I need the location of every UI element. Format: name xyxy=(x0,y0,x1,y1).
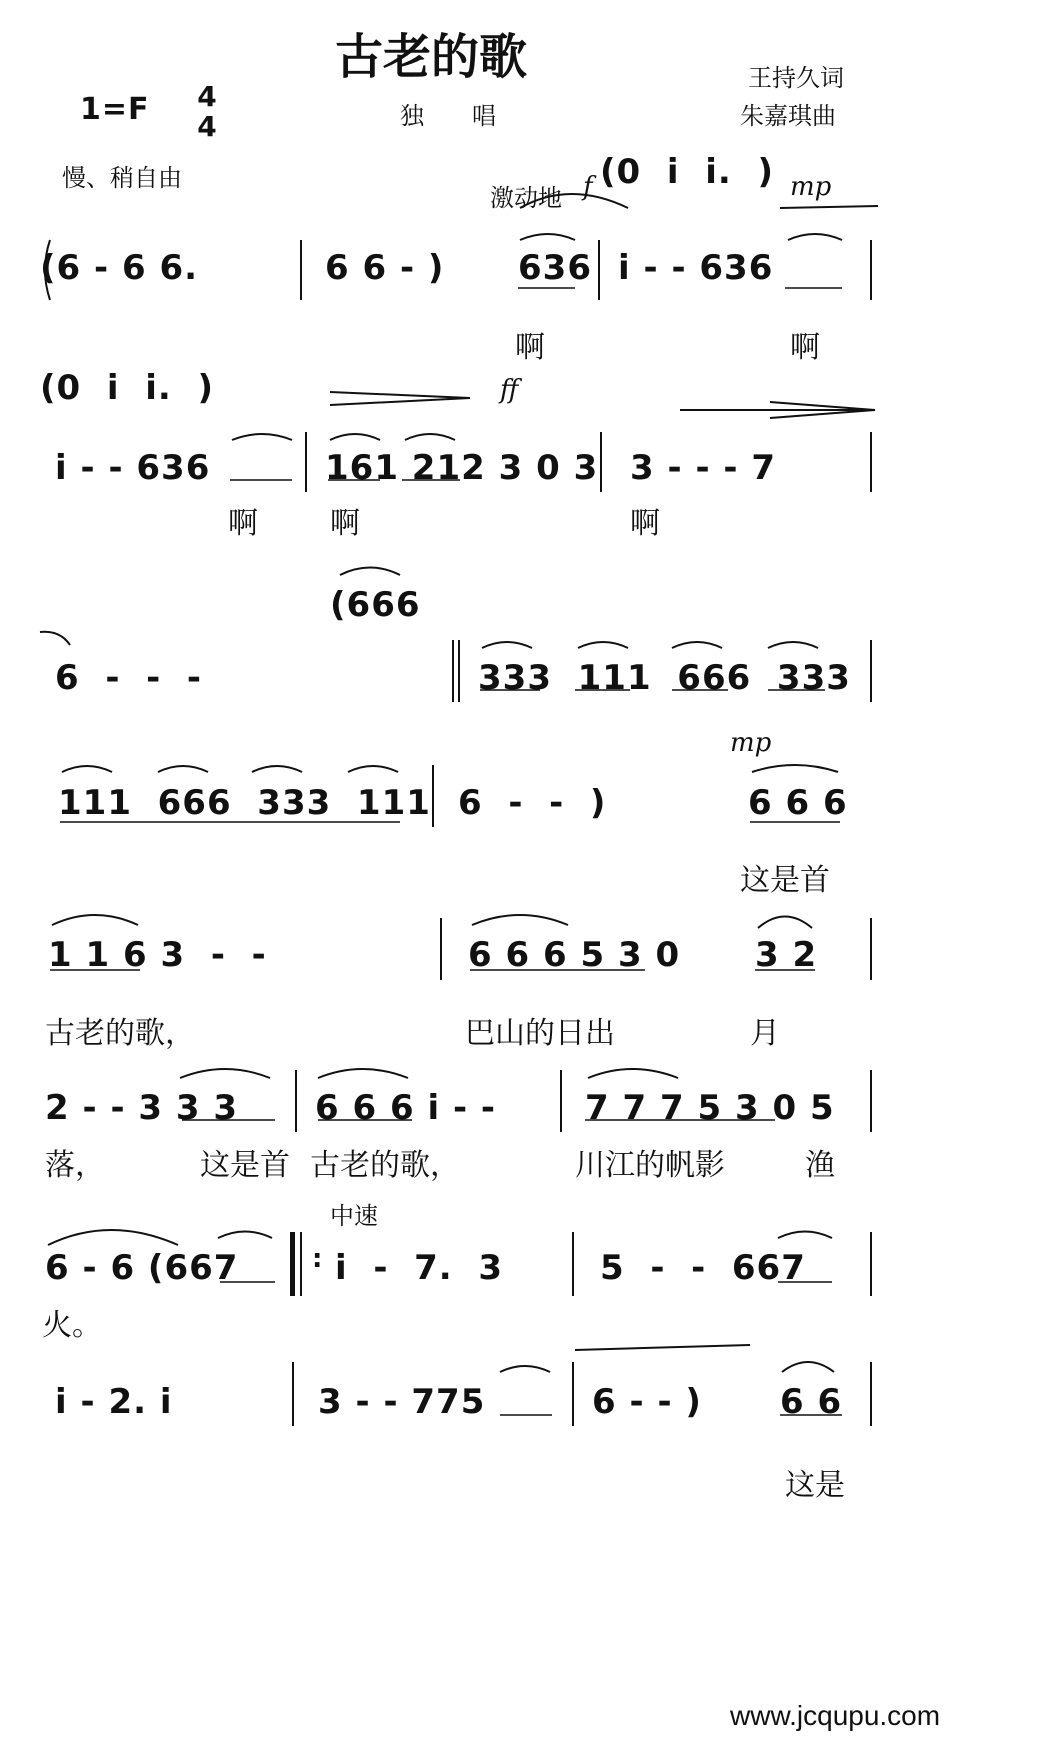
triplet-slur xyxy=(500,1366,550,1372)
triplet-slur xyxy=(778,1232,832,1239)
triplet-slur xyxy=(768,642,818,648)
dynamic-f: f xyxy=(583,172,593,202)
lyric: 火。 xyxy=(42,1308,102,1343)
slur xyxy=(758,917,812,929)
dynamic-mp-2: mp xyxy=(730,728,772,758)
triplet-slur xyxy=(62,766,112,772)
notes-l6-m3: 7 7 7 5 3 0 5 xyxy=(585,1088,835,1128)
repeat-dots: : xyxy=(312,1244,324,1274)
triplet-slur xyxy=(578,642,628,648)
decrescendo-hairpin xyxy=(680,402,875,418)
paren xyxy=(45,240,50,300)
triplet-slur xyxy=(672,642,722,648)
lyric: 这是 xyxy=(785,1468,845,1503)
notes-l1-m1: (6 - 6 6. xyxy=(40,248,199,288)
notes-l3-m2: 333 111 666 333 xyxy=(478,658,851,698)
ossia-line1: (0 i i. ) xyxy=(600,152,774,192)
lyric: 啊 xyxy=(330,506,360,541)
key-signature: 1=F xyxy=(80,92,150,127)
notes-l2-m3: 3 - - - 7 xyxy=(630,448,776,488)
crescendo-hairpin xyxy=(330,392,470,405)
tie xyxy=(40,632,70,645)
lyric: 川江的帆影 xyxy=(575,1148,725,1183)
notes-l1-m3: i - - 636 xyxy=(618,248,774,288)
composer-credit: 朱嘉琪曲 xyxy=(740,102,836,130)
lyric: 这是首 xyxy=(200,1148,290,1183)
triplet-slur xyxy=(482,642,532,648)
lyric: 月 xyxy=(750,1016,780,1051)
notes-l2-m2: 161 212 3 0 3 xyxy=(325,448,599,488)
tempo-marking-2: 中速 xyxy=(330,1202,378,1230)
notes-l3-m1: 6 - - - xyxy=(55,658,203,698)
ossia-line2: (0 i i. ) xyxy=(40,368,214,408)
notes-l8-m1: i - 2. i xyxy=(55,1382,173,1422)
notes-l8-m2: 3 - - 775 xyxy=(318,1382,486,1422)
notes-l1-m2: 6 6 - ) xyxy=(325,248,445,288)
notes-l8-pickup: 6 6 xyxy=(780,1382,843,1422)
lyric: 古老的歌， xyxy=(45,1016,195,1051)
triplet-slur xyxy=(520,234,575,240)
triplet-slur xyxy=(472,915,568,925)
lyric: 这是首 xyxy=(740,863,830,898)
phrase-line xyxy=(780,206,878,208)
notes-l4-m1: 111 666 333 111 xyxy=(58,783,431,823)
time-signature-denominator: 4 xyxy=(197,110,217,143)
triplet-slur xyxy=(340,568,400,576)
triplet-slur xyxy=(318,1069,408,1078)
notes-l2-m1: i - - 636 xyxy=(55,448,211,488)
phrase-slur xyxy=(520,194,628,208)
notes-l4-pickup: 6 6 6 xyxy=(748,783,848,823)
lyric: 啊 xyxy=(228,506,258,541)
lyric: 啊 xyxy=(790,330,820,365)
expression-marking: 激动地 xyxy=(490,184,562,212)
notes-l7-m1: 6 - 6 (667 xyxy=(45,1248,239,1288)
lyric: 啊 xyxy=(515,330,545,365)
slur xyxy=(782,1362,834,1372)
notes-l5-m2b: 3 2 xyxy=(755,935,818,975)
triplet-slur xyxy=(158,766,208,772)
lyric: 巴山的日出 xyxy=(465,1016,615,1051)
notes-l7-m3: 5 - - 667 xyxy=(600,1248,806,1288)
triplet-slur xyxy=(218,1232,272,1239)
notes-l8-m3: 6 - - ) xyxy=(592,1382,702,1422)
lyricist-credit: 王持久词 xyxy=(748,64,844,92)
ossia-line3: (666 xyxy=(330,585,421,625)
slur xyxy=(48,1230,178,1245)
triplet-slur xyxy=(232,434,292,440)
triplet-slur xyxy=(52,915,138,925)
triplet-slur xyxy=(588,1069,678,1078)
performance-form: 独 唱 xyxy=(400,102,496,130)
phrase-line xyxy=(575,1345,750,1350)
notes-l1-pickup: 636 xyxy=(518,248,592,288)
triplet-slur xyxy=(348,766,398,772)
notes-l7-m2: i - 7. 3 xyxy=(335,1248,504,1288)
triplet-slur xyxy=(752,765,838,772)
dynamic-ff: ff xyxy=(500,375,519,405)
triplet-slur xyxy=(788,234,842,240)
lyric: 古老的歌， xyxy=(310,1148,460,1183)
lyric: 啊 xyxy=(630,506,660,541)
notes-l6-m2: 6 6 6 i - - xyxy=(315,1088,497,1128)
notes-l5-m2a: 6 6 6 5 3 0 xyxy=(468,935,681,975)
tempo-marking: 慢、稍自由 xyxy=(62,164,182,192)
triplet-slur xyxy=(252,766,302,772)
triplet-slur xyxy=(405,434,455,440)
song-title: 古老的歌 xyxy=(335,29,528,85)
notes-l6-m1: 2 - - 3 3 3 xyxy=(45,1088,239,1128)
time-signature-numerator: 4 xyxy=(197,80,217,113)
triplet-slur xyxy=(330,434,380,440)
lyric: 渔 xyxy=(805,1148,835,1183)
notes-l5-m1: 1 1 6 3 - - xyxy=(48,935,267,975)
notes-l4-m2: 6 - - ) xyxy=(458,783,607,823)
dynamic-mp: mp xyxy=(790,172,832,202)
watermark: www.jcqupu.com xyxy=(730,1700,941,1731)
lyric: 落， xyxy=(45,1148,105,1183)
triplet-slur xyxy=(180,1069,270,1078)
